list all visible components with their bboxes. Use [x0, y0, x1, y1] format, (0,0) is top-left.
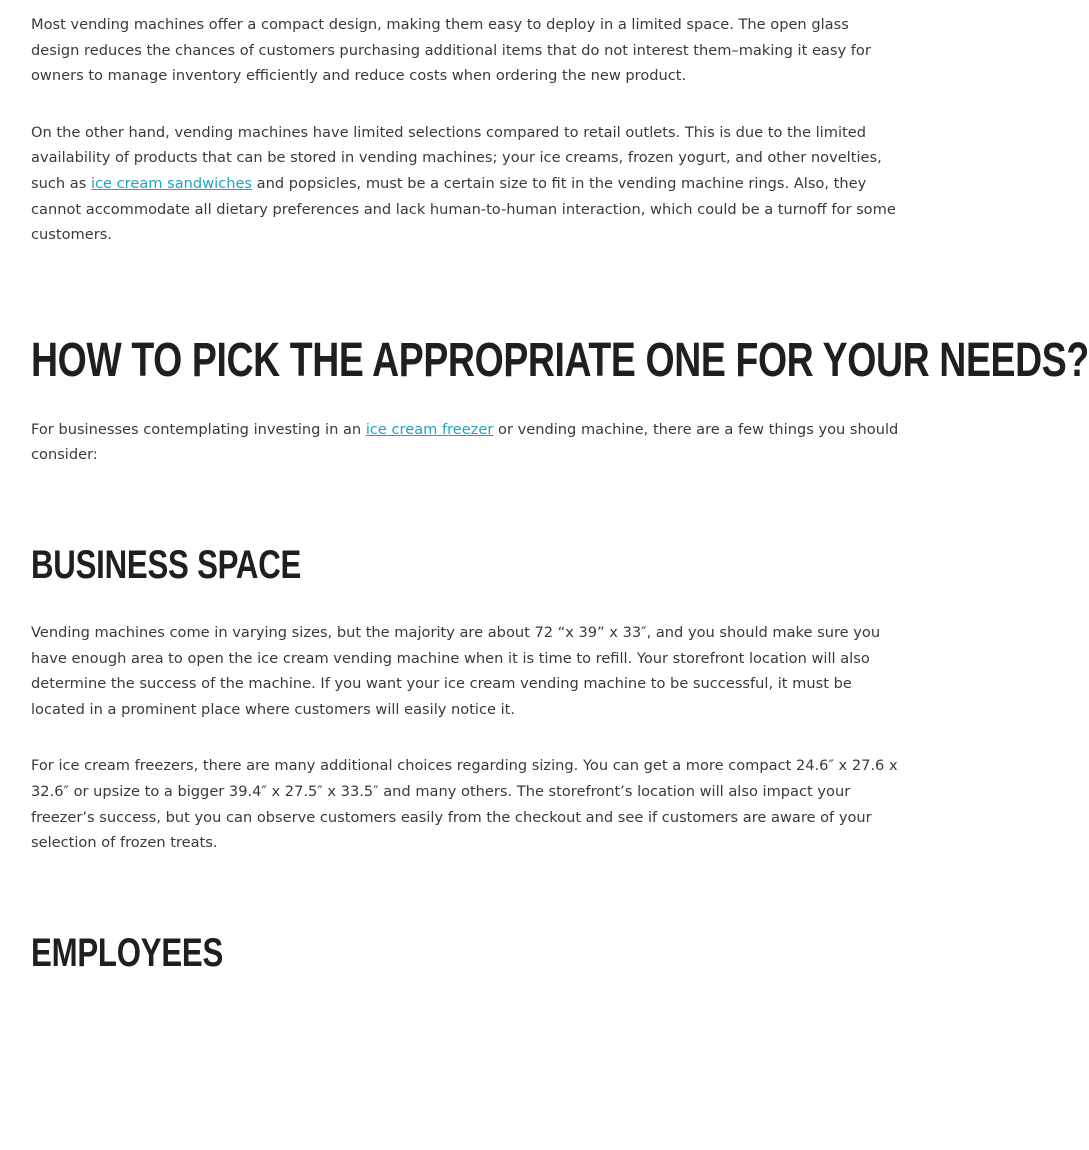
ice-cream-sandwiches-link[interactable]: ice cream sandwiches: [90, 174, 253, 192]
paragraph-freezer-sizes: For ice cream freezers, there are many additional choices regarding sizing. You can get a more compact 24.6″ x 27.6 x 32.6″ or upsize to a bigger 39.4″ x 27.5″ x 33.5″ and many others. The storefront’s location will also impact your freezer’s success, but you can observe customers easily from the checkout and see if customers are aware of your selection of frozen treats.: [31, 757, 898, 852]
paragraph-text: and popsicles, must be a certain size to fit in the vending machine rings. Also, they cannot accommodate all dietary preferences and lack human-to-human interaction, which could be a turnoff for some customers.: [31, 174, 896, 244]
paragraph-text: On the other hand, vending machines have limited selections compared to retail outlets. This is due to the limited availability of products that can be stored in vending machines; your ice creams, frozen yogurt, and other novelties, such as: [31, 123, 882, 192]
paragraph-considerations: [31, 417, 901, 468]
paragraph-vending-sizes: Vending machines come in varying sizes, but the majority are about 72 “x 39” x 33″, and you should make sure you have enough area to open the ice cream vending machine when it is time to refill. Your storefront location will also determine the success of the machine. If you want your ice cream vending machine to be successful, it must be located in a prominent place where customers will easily notice it.: [31, 623, 881, 718]
paragraph-text: or vending machine, there are a few things you should consider:: [31, 420, 899, 464]
paragraph-limited-selections: [31, 120, 901, 248]
ice-cream-freezer-link[interactable]: ice cream freezer: [365, 420, 494, 438]
heading-how-to-pick: HOW TO PICK THE APPROPRIATE ONE FOR YOUR NEEDS?: [31, 333, 1089, 387]
paragraph-text: For businesses contemplating investing in an: [31, 420, 366, 438]
heading-employees: EMPLOYEES: [31, 930, 224, 975]
heading-business-space: BUSINESS SPACE: [31, 542, 302, 587]
article-content: [31, 12, 1089, 976]
paragraph-compact-design: Most vending machines offer a compact design, making them easy to deploy in a limited space. The open glass design reduces the chances of customers purchasing additional items that do not interest them–making it easy for owners to manage inventory efficiently and reduce costs when ordering the new product.: [31, 16, 871, 85]
